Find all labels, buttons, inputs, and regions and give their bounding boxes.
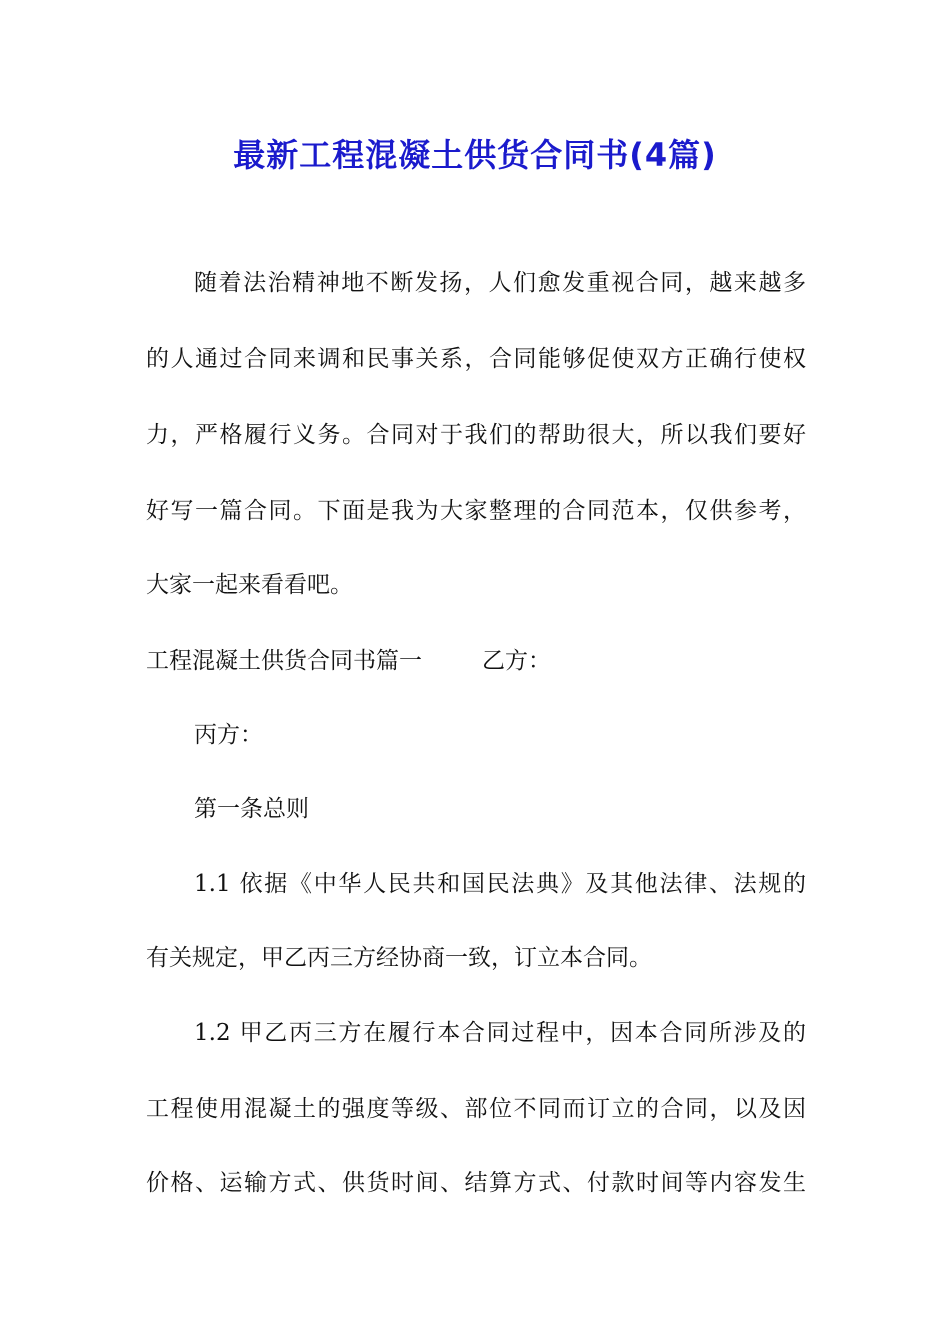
intro-line-3: 力，严格履行义务。合同对于我们的帮助很大，所以我们要好 [146,422,806,448]
clause-1-2-line-3: 价格、运输方式、供货时间、结算方式、付款时间等内容发生 [146,1170,806,1196]
intro-line-2: 的人通过合同来调和民事关系，合同能够促使双方正确行使权 [146,346,806,372]
intro-line-1: 随着法治精神地不断发扬，人们愈发重视合同，越来越多 [194,270,806,296]
clause-1-1-line-1: 1.1 依据《中华人民共和国民法典》及其他法律、法规的 [194,871,806,897]
document-title: 最新工程混凝土供货合同书(4篇) [233,136,717,174]
party-b-label: 乙方： [482,648,551,674]
party-c-label: 丙方： [194,722,263,748]
section-heading: 工程混凝土供货合同书篇一 [146,648,422,674]
article-1-title: 第一条总则 [194,796,309,822]
section-heading-row [146,646,806,676]
clause-1-1-line-2: 有关规定，甲乙丙三方经协商一致，订立本合同。 [146,945,652,971]
clause-1-2-line-2: 工程使用混凝土的强度等级、部位不同而订立的合同，以及因 [146,1096,806,1122]
intro-line-4: 好写一篇合同。下面是我为大家整理的合同范本，仅供参考， [146,498,806,524]
intro-line-5: 大家一起来看看吧。 [146,572,353,598]
clause-1-2-line-1: 1.2 甲乙丙三方在履行本合同过程中，因本合同所涉及的 [194,1020,806,1046]
